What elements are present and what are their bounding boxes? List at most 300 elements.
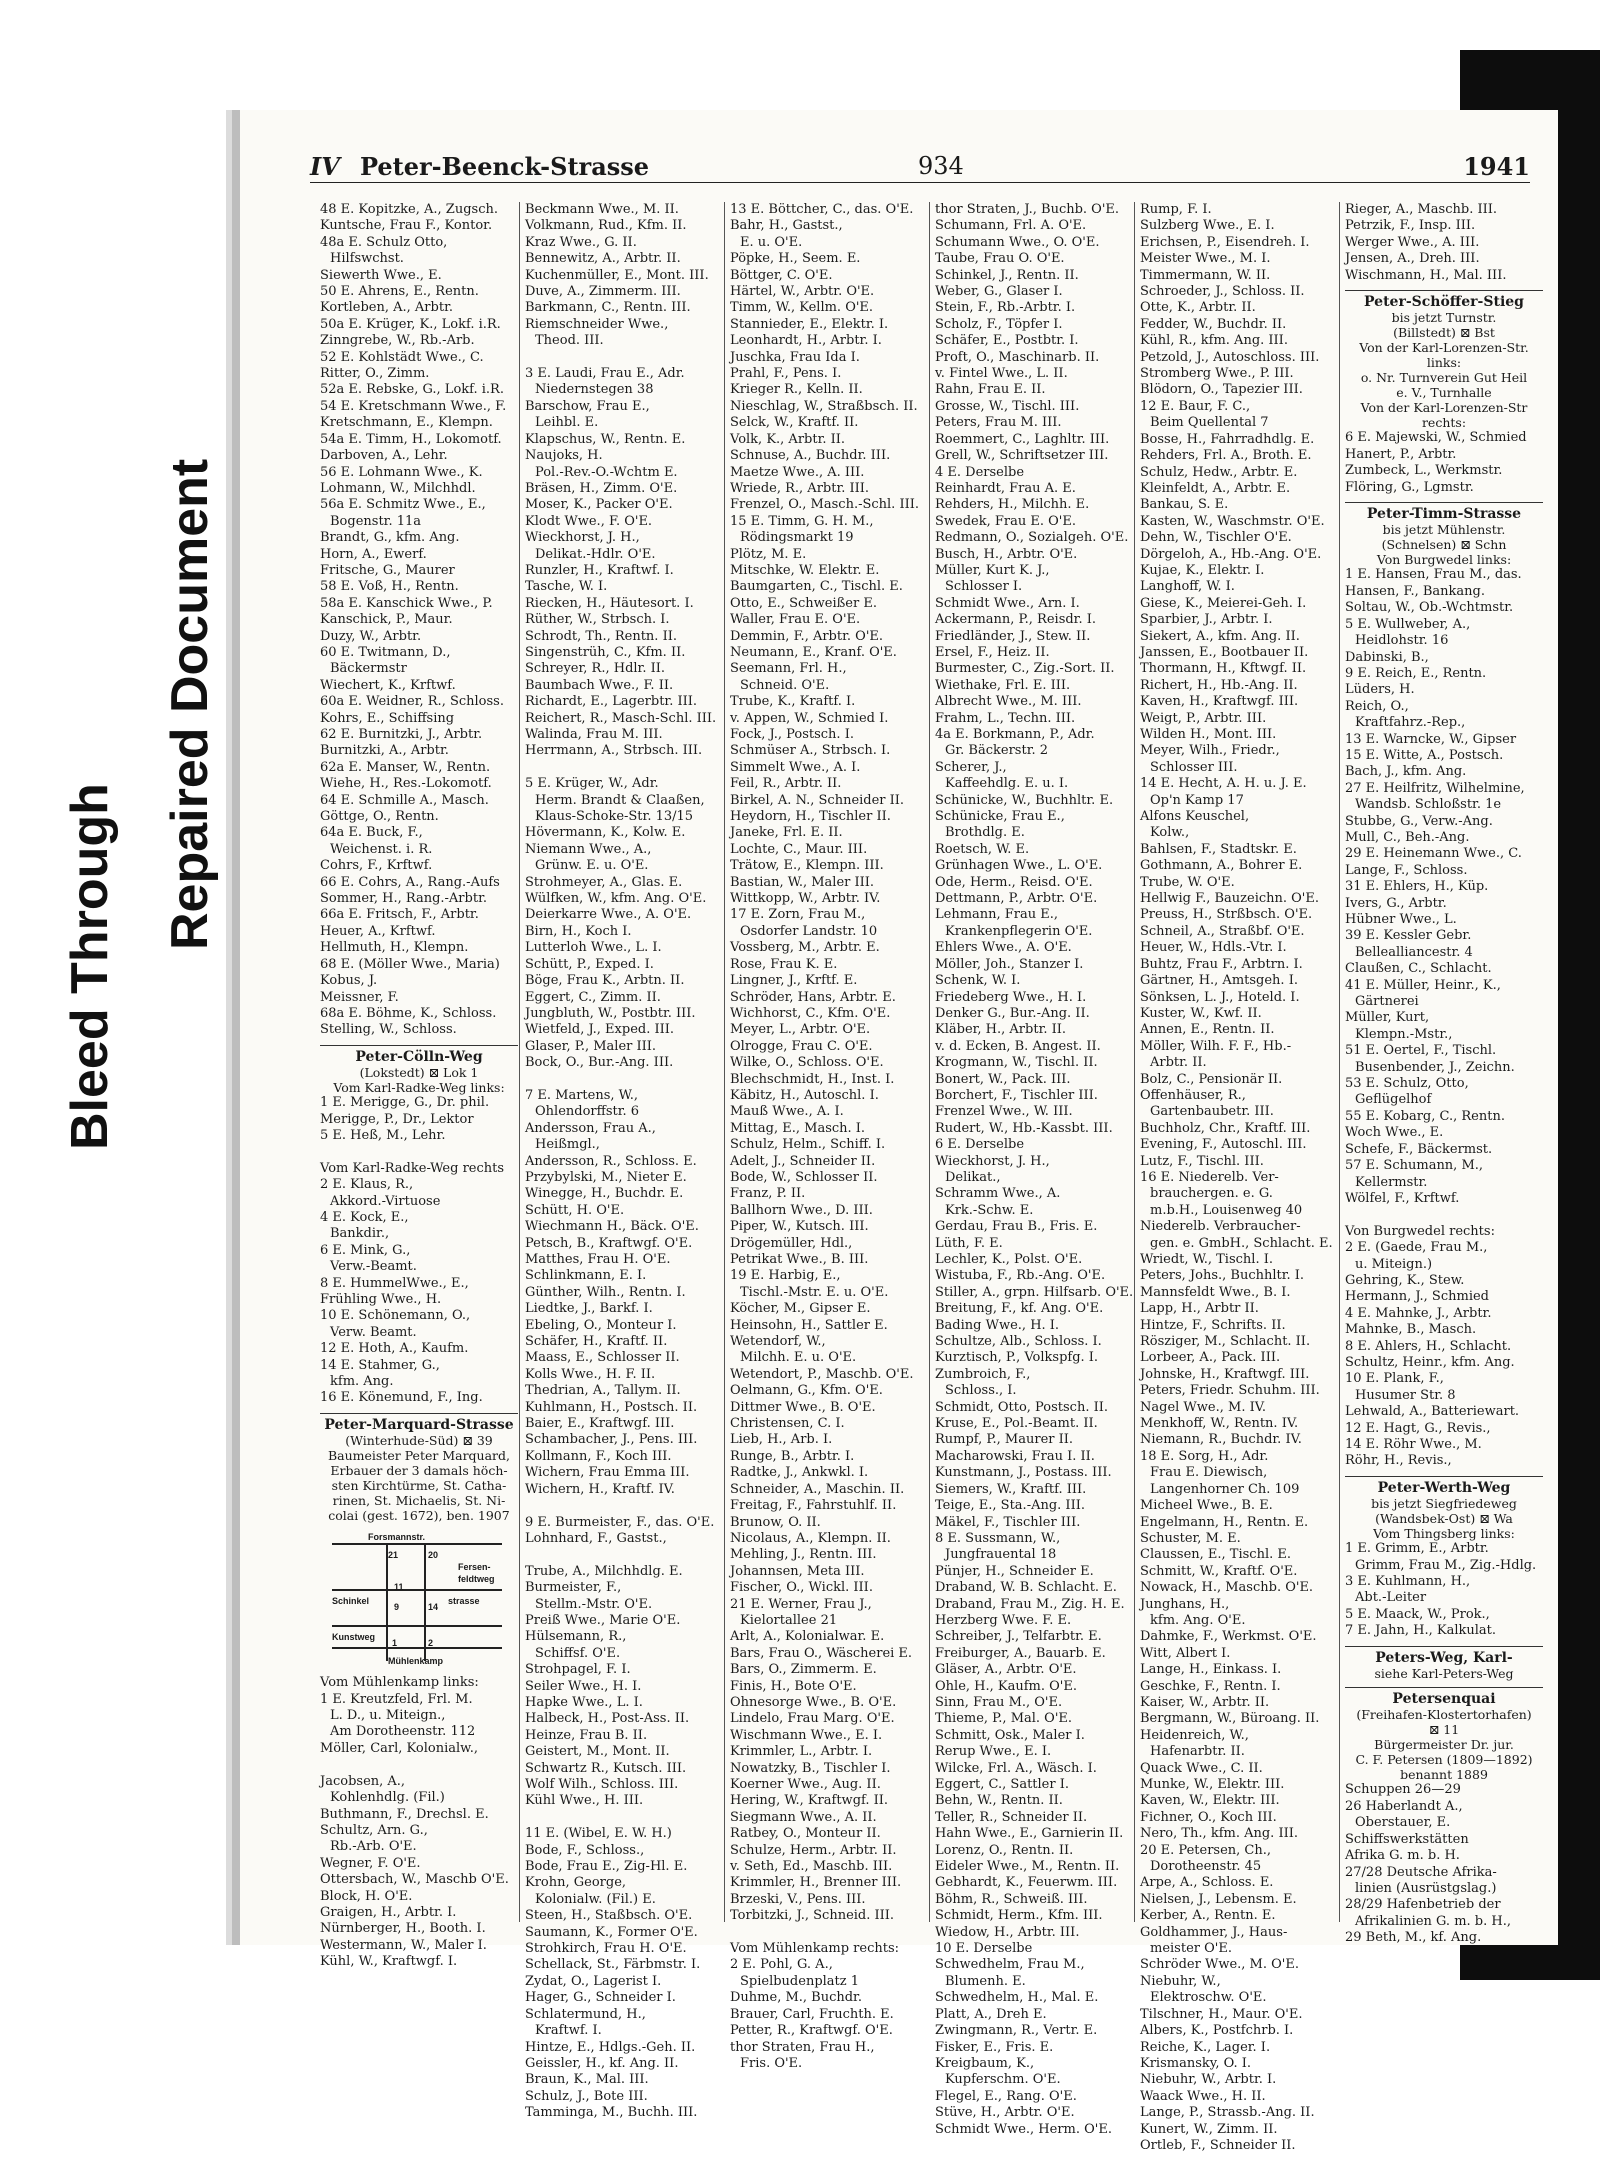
map-label: Schinkel [332, 1596, 370, 1607]
bleed-through-label: Bleed Through [61, 783, 119, 1150]
directory-entry: Schwartz R., Kutsch. III. [525, 1760, 687, 1776]
directory-entry-continued: Kolw., [1150, 825, 1190, 841]
directory-entry: 31 E. Ehlers, H., Küp. [1345, 879, 1489, 895]
directory-entry: Evening, F., Autoschl. III. [1140, 1137, 1307, 1153]
directory-entry: 27 E. Heilfritz, Wilhelmine, [1345, 780, 1525, 796]
directory-entry: Witt, Albert I. [1140, 1645, 1231, 1661]
directory-entry: 4 E. Derselbe [935, 464, 1025, 480]
directory-entry-continued: Delikat.-Hdlr. O'E. [535, 546, 656, 562]
directory-entry: Schultz, Heinr., kfm. Ang. [1345, 1354, 1515, 1370]
directory-entry: Hellwig F., Bauzeichn. O'E. [1140, 891, 1319, 907]
directory-entry: Krohn, George, [525, 1875, 627, 1891]
directory-entry: Teige, E., Sta.-Ang. III. [935, 1498, 1085, 1514]
directory-entry: Kreigbaum, K., [935, 2055, 1035, 2071]
directory-entry-continued: Bankdir., [330, 1226, 390, 1242]
directory-entry: Schwedhelm, H., Mal. E. [935, 1990, 1099, 2006]
directory-entry: Schröder, Hans, Arbtr. E. [730, 989, 896, 1005]
directory-entry: Dettmann, P., Arbtr. O'E. [935, 891, 1098, 907]
directory-entry: Hahn Wwe., E., Garnierin II. [935, 1826, 1124, 1842]
directory-entry: Stelling, W., Schloss. [320, 1022, 457, 1038]
directory-entry-continued: Op'n Kamp 17 [1150, 792, 1244, 808]
directory-entry: v. Seth, Ed., Maschb. III. [730, 1859, 893, 1875]
section-number: IV [310, 152, 340, 181]
street-note: Von Burgwedel links: [1376, 552, 1512, 568]
directory-entry: v. d. Ecken, B. Angest. II. [935, 1038, 1101, 1054]
directory-entry-continued: Schlosser I. [945, 579, 1023, 595]
directory-entry: 15 E. Timm, G. H. M., [730, 513, 874, 529]
directory-entry: Schellack, St., Färbmstr. I. [525, 1957, 701, 1973]
directory-entry: Schlinkmann, E. I. [525, 1268, 647, 1284]
directory-entry: Demmin, F., Arbtr. O'E. [730, 628, 884, 644]
directory-entry-continued: Fris. O'E. [740, 2055, 803, 2071]
directory-entry-continued: Krankenpflegerin O'E. [945, 923, 1093, 939]
directory-entry: Rahn, Frau E. II. [935, 382, 1046, 398]
directory-entry: Dehn, W., Tischler O'E. [1140, 530, 1292, 546]
directory-entry: Niemann, R., Buchdr. IV. [1140, 1432, 1302, 1448]
directory-entry: Zumbeck, L., Werkmstr. [1345, 463, 1503, 479]
directory-entry: Eggert, C., Zimm. II. [525, 989, 661, 1005]
directory-entry: Zydat, O., Lagerist I. [525, 1973, 662, 1989]
directory-entry: Brauer, Carl, Fruchth. E. [730, 2006, 894, 2022]
directory-entry: 8 E. Ahlers, H., Schlacht. [1345, 1338, 1512, 1354]
directory-entry: Maass, E., Schlosser II. [525, 1350, 680, 1366]
directory-entry: Günther, Wilh., Rentn. I. [525, 1284, 686, 1300]
directory-entry: Swedek, Frau E. O'E. [935, 513, 1076, 529]
directory-entry: Roemmert, C., Laghltr. III. [935, 431, 1110, 447]
directory-entry: Arpe, A., Schloss. E. [1140, 1875, 1274, 1891]
street-note: Vom Karl-Radke-Weg links: [333, 1080, 505, 1096]
directory-entry: Ehlers Wwe., A. O'E. [935, 940, 1072, 956]
directory-entry: Lüders, H. [1345, 682, 1415, 698]
directory-entry: Bosse, H., Fahrradhdlg. E. [1140, 431, 1315, 447]
directory-entry: Gebhardt, K., Feuerwm. III. [935, 1875, 1118, 1891]
directory-entry: Schröder Wwe., M. O'E. [1140, 1957, 1299, 1973]
map-label: 20 [428, 1550, 439, 1561]
column-6 [1345, 202, 1543, 1946]
directory-entry: Hellmuth, H., Klempn. [320, 940, 469, 956]
directory-entry: Wölfel, F., Krftwf. [1345, 1190, 1460, 1206]
directory-entry: Hübner Wwe., L. [1345, 912, 1457, 927]
map-label: strasse [448, 1596, 480, 1607]
directory-entry: Burmester, C., Zig.-Sort. II. [935, 661, 1115, 677]
directory-entry: Schulz, Hedw., Arbtr. E. [1140, 464, 1298, 480]
directory-entry-continued: Niedernstegen 38 [535, 382, 654, 398]
directory-entry: Eideler Wwe., M., Rentn. II. [935, 1859, 1120, 1875]
directory-entry: Otto, E., Schweißer E. [730, 595, 877, 611]
directory-entry-continued: Tischl.-Mstr. E. u. O'E. [740, 1284, 889, 1300]
directory-entry: Petter, R., Kraftwgf. O'E. [730, 2023, 893, 2039]
directory-entry: 6 E. Majewski, W., Schmied [1345, 430, 1527, 446]
directory-entry: Ersel, F., Heiz. II. [935, 644, 1050, 660]
directory-entry: 4 E. Mahnke, J., Arbtr. [1345, 1305, 1492, 1321]
directory-entry: Lehwald, A., Batteriewart. [1345, 1404, 1520, 1420]
directory-entry: Fritsche, G., Maurer [320, 562, 455, 578]
directory-entry: Leonhardt, H., Arbtr. I. [730, 333, 882, 349]
directory-entry-continued: E. u. O'E. [740, 234, 803, 250]
directory-entry: 62 E. Burnitzki, J., Arbtr. [320, 727, 483, 742]
directory-entry: 57 E. Schumann, M., [1345, 1158, 1484, 1174]
directory-entry: Buchholz, Chr., Kraftf. III. [1140, 1120, 1311, 1136]
directory-entry: Blechschmidt, H., Inst. I. [730, 1071, 895, 1087]
directory-entry: Strohpagel, F. I. [525, 1662, 631, 1678]
directory-entry-continued: Herm. Brandt & Claaßen, [535, 792, 705, 808]
directory-entry: Brunow, O. II. [730, 1514, 821, 1530]
directory-entry-continued: Hafenarbtr. II. [1150, 1744, 1245, 1760]
directory-entry: 14 E. Röhr Wwe., M. [1345, 1437, 1482, 1452]
directory-entry: 6 E. Mink, G., [320, 1242, 411, 1258]
directory-entry: Heuer, A., Krftwf. [320, 923, 436, 939]
directory-entry: Tilschner, H., Maur. O'E. [1140, 2006, 1303, 2022]
directory-entry: Stromberg Wwe., P. III. [1140, 366, 1294, 382]
directory-entry: Wetendort, P., Maschb. O'E. [730, 1366, 914, 1382]
directory-entry: Kollmann, F., Koch III. [525, 1448, 672, 1464]
map-label: Forsmannstr. [368, 1532, 426, 1543]
directory-entry: Freiburger, A., Bauarb. E. [935, 1645, 1106, 1661]
directory-entry: Rösziger, M., Schlacht. II. [1140, 1334, 1311, 1350]
street-note: o. Nr. Turnverein Gut Heil [1360, 370, 1528, 386]
directory-entry: Wegner, F. O'E. [320, 1855, 421, 1871]
directory-entry: Nieschlag, W., Straßbsch. II. [730, 398, 918, 414]
directory-entry: Erichsen, P., Eisendreh. I. [1140, 234, 1310, 250]
directory-entry: Borchert, F., Tischler III. [935, 1087, 1098, 1103]
directory-entry: Strohmeyer, A., Glas. E. [525, 874, 683, 890]
directory-entry: Bock, O., Bur.-Ang. III. [525, 1055, 674, 1071]
directory-entry: Niebuhr, W., Arbtr. I. [1140, 2072, 1277, 2088]
directory-entry: Möller, Joh., Stanzer I. [935, 956, 1084, 972]
directory-entry: Ohnesorge Wwe., B. O'E. [730, 1694, 897, 1710]
street-note: sten Kirchtürme, St. Catha- [331, 1478, 507, 1494]
directory-entry: Wetendorf, W., [730, 1334, 826, 1350]
directory-entry: 4a E. Borkmann, P., Adr. [935, 727, 1095, 742]
directory-entry: Ballhorn Wwe., D. III. [730, 1202, 873, 1218]
directory-entry: Thormann, H., Kftwgf. II. [1140, 661, 1307, 677]
directory-entry: Christensen, C. I. [730, 1416, 845, 1432]
directory-entry: Quack Wwe., C. II. [1140, 1760, 1263, 1776]
directory-entry: Kuchenmüller, E., Mont. III. [525, 267, 709, 283]
directory-entry: Bode, F., Schloss., [525, 1842, 645, 1858]
directory-entry: Afrika G. m. b. H. [1345, 1848, 1460, 1864]
directory-entry: 68a E. Böhme, K., Schloss. [320, 1005, 497, 1021]
directory-entry-continued: Afrikalinien G. m. b. H., [1355, 1913, 1511, 1929]
directory-entry-continued: Rb.-Arb. O'E. [330, 1839, 417, 1855]
directory-entry: Barkmann, C., Rentn. III. [525, 300, 691, 316]
street-note: colai (gest. 1672), ben. 1907 [328, 1508, 510, 1524]
directory-entry-continued: Kraftfahrz.-Rep., [1355, 715, 1466, 731]
directory-entry [730, 1925, 928, 1941]
directory-entry: Siekert, A., kfm. Ang. II. [1140, 628, 1300, 644]
directory-entry-continued: m.b.H., Louisenweg 40 [1150, 1202, 1303, 1218]
directory-entry: Trube, A., Milchhdlg. E. [525, 1563, 683, 1579]
directory-entry-continued: Elektroschw. O'E. [1150, 1990, 1267, 2006]
directory-entry: Kohrs, E., Schiffsing [320, 710, 455, 726]
directory-entry [525, 1072, 723, 1088]
directory-entry: Lingner, J., Krftf. E. [730, 973, 858, 989]
directory-entry: Walinda, Frau M. III. [525, 727, 663, 742]
directory-entry: Thieme, P., Mal. O'E. [935, 1711, 1073, 1727]
directory-entry: 2 E. (Gaede, Frau M., [1345, 1240, 1488, 1256]
directory-entry-continued: Hilfswchst. [330, 251, 404, 267]
map-road [332, 1589, 502, 1591]
directory-entry: Schuppen 26—29 [1345, 1782, 1461, 1798]
directory-entry: Buthmann, F., Drechsl. E. [320, 1806, 489, 1822]
directory-entry-continued: L. D., u. Miteign., [330, 1708, 446, 1724]
directory-entry: Nicolaus, A., Klempn. II. [730, 1530, 891, 1546]
directory-entry: Denker G., Bur.-Ang. II. [935, 1005, 1090, 1021]
directory-entry: Böhm, R., Schweiß. III. [935, 1891, 1088, 1907]
directory-entry: Niederelb. Verbraucher- [1140, 1219, 1301, 1235]
directory-entry: Kläber, H., Arbtr. II. [935, 1022, 1067, 1038]
street-note: (Billstedt) ⊠ Bst [1393, 325, 1495, 341]
directory-entry: Lapp, H., Arbtr II. [1140, 1301, 1259, 1317]
directory-entry: Siemers, W., Kraftf. III. [935, 1481, 1087, 1497]
directory-entry: Dittmer Wwe., B. O'E. [730, 1399, 876, 1415]
directory-entry: Prahl, F., Pens. I. [730, 366, 842, 382]
directory-entry: 9 E. Reich, E., Rentn. [1345, 665, 1487, 681]
directory-entry-continued: Rödingsmarkt 19 [740, 530, 854, 546]
map-label: 21 [388, 1550, 399, 1561]
directory-entry-continued: Osdorfer Landstr. 10 [740, 923, 878, 939]
street-note: bis jetzt Siegfriedeweg [1371, 1496, 1517, 1512]
directory-entry: Vossberg, M., Arbtr. E. [730, 940, 880, 956]
directory-entry: Stannieder, E., Elektr. I. [730, 316, 889, 332]
directory-entry: Richert, H., Hb.-Ang. II. [1140, 677, 1298, 693]
directory-entry: Frahm, L., Techn. III. [935, 710, 1076, 726]
street-note: (Lokstedt) ⊠ Lok 1 [359, 1065, 479, 1081]
directory-entry-continued: Beim Quellental 7 [1150, 415, 1269, 431]
directory-entry: Fichner, O., Koch III. [1140, 1809, 1277, 1825]
directory-entry: Pünjer, H., Schneider E. [935, 1563, 1094, 1579]
directory-entry: Schmitt, Osk., Maler I. [935, 1727, 1085, 1743]
directory-entry: Herzberg Wwe. F. E. [935, 1612, 1072, 1628]
directory-entry: Rehders, H., Milchh. E. [935, 497, 1090, 513]
street-note: ⊠ 11 [1428, 1722, 1460, 1738]
directory-entry-continued: Grünw. E. u. O'E. [535, 858, 649, 874]
directory-entry: Köcher, M., Gipser E. [730, 1301, 871, 1317]
directory-entry: Przybylski, M., Nieter E. [525, 1169, 687, 1185]
directory-entry: Pöpke, H., Seem. E. [730, 251, 861, 267]
directory-entry: Peters, Johs., Buchhltr. I. [1140, 1268, 1305, 1284]
directory-entry: Wriede, R., Arbtr. III. [730, 480, 870, 496]
directory-entry: v. Appen, W., Schmied I. [730, 710, 889, 726]
directory-entry: Nagel Wwe., M. IV. [1140, 1399, 1266, 1415]
directory-entry: Grosse, W., Tischl. III. [935, 398, 1080, 414]
directory-entry: Kretschmann, E., Klempn. [320, 415, 493, 431]
directory-entry: Wittkopp, W., Arbtr. IV. [730, 891, 881, 907]
directory-entry: Engelmann, H., Rentn. E. [1140, 1514, 1309, 1530]
directory-entry-continued: meister O'E. [1150, 1941, 1232, 1957]
directory-entry: Block, H. O'E. [320, 1888, 413, 1904]
directory-entry: Mauß Wwe., A. I. [730, 1104, 844, 1120]
directory-entry: 5 E. Krüger, W., Adr. [525, 776, 659, 792]
directory-entry: Frühling Wwe., H. [320, 1292, 442, 1307]
directory-entry: 20 E. Petersen, Ch., [1140, 1842, 1272, 1858]
directory-entry: Bahlsen, F., Stadtskr. E. [1140, 841, 1297, 857]
directory-entry: Braun, K., Mal. III. [525, 2072, 649, 2088]
repaired-document-label: Repaired Document [161, 458, 219, 950]
directory-entry-continued: Husumer Str. 8 [1355, 1387, 1456, 1403]
directory-entry: Rumpf, P., Maurer II. [935, 1432, 1074, 1448]
directory-entry: Schünicke, Frau E., [935, 809, 1065, 825]
directory-entry: Kobus, J. [320, 973, 378, 989]
directory-entry: Roetsch, W. E. [935, 841, 1030, 857]
directory-entry: Böge, Frau K., Arbtn. II. [525, 973, 685, 989]
directory-entry: Meyer, L., Arbtr. O'E. [730, 1022, 871, 1038]
directory-entry: Birn, H., Koch I. [525, 923, 632, 939]
directory-entry: Claußen, C., Schlacht. [1345, 961, 1492, 977]
directory-entry: Nero, Th., kfm. Ang. III. [1140, 1826, 1298, 1842]
directory-entry: 14 E. Stahmer, G., [320, 1357, 440, 1373]
directory-entry-continued: Bellealliancestr. 4 [1355, 944, 1473, 960]
directory-entry: Wilke, O., Schloss. O'E. [730, 1055, 884, 1071]
page-header [310, 152, 1530, 183]
directory-entry-continued: Kellermstr. [1355, 1174, 1428, 1190]
directory-entry: Brandt, G., kfm. Ang. [320, 530, 460, 546]
directory-entry: Janssen, E., Bootbauer II. [1140, 644, 1309, 660]
directory-entry-continued: Kupferschm. O'E. [945, 2072, 1061, 2088]
directory-entry: Franz, P. II. [730, 1186, 806, 1202]
directory-entry: Weber, G., Glaser I. [935, 284, 1063, 300]
directory-entry: Nowack, H., Maschb. O'E. [1140, 1580, 1314, 1596]
directory-entry: Wichhorst, C., Kfm. O'E. [730, 1005, 891, 1021]
directory-entry: Deierkarre Wwe., A. O'E. [525, 907, 692, 923]
directory-entry: Seemann, Frl. H., [730, 661, 847, 677]
directory-entry: Moser, K., Packer O'E. [525, 497, 673, 513]
directory-entry: Hapke Wwe., L. I. [525, 1694, 643, 1710]
directory-entry-continued: Theod. III. [535, 333, 604, 349]
directory-entry: Grell, W., Schriftsetzer III. [935, 448, 1109, 464]
directory-entry: Mannsfeldt Wwe., B. I. [1140, 1284, 1291, 1300]
directory-entry: Petsch, B., Kraftwgf. O'E. [525, 1235, 693, 1251]
directory-entry: Müller, Kurt, [1345, 1010, 1430, 1026]
street-note: rechts: [1421, 415, 1467, 431]
directory-entry: 2 E. Klaus, R., [320, 1177, 414, 1193]
directory-entry: 16 E. Könemund, F., Ing. [320, 1390, 483, 1406]
directory-entry-continued: Abt.-Leiter [1355, 1590, 1427, 1606]
directory-entry: Wiechmann H., Bäck. O'E. [525, 1219, 699, 1235]
directory-entry: Wilden H., Mont. III. [1140, 727, 1277, 742]
directory-entry: Kurztisch, P., Volkspfg. I. [935, 1350, 1099, 1366]
directory-entry: Selck, W., Kraftf. II. [730, 415, 859, 431]
directory-entry-continued: Verw. Beamt. [330, 1324, 417, 1340]
street-note: Von der Karl-Lorenzen-Str [1360, 400, 1528, 416]
directory-entry-continued: Gr. Bäckerstr. 2 [945, 743, 1049, 759]
street-note: Bürgermeister Dr. jur. [1374, 1737, 1514, 1753]
directory-entry-continued: u. Miteign.) [1355, 1256, 1433, 1272]
directory-entry: Ottersbach, W., Maschb O'E. [320, 1872, 509, 1888]
directory-entry: 12 E. Hagt, G., Revis., [1345, 1420, 1491, 1436]
directory-entry: Busch, H., Arbtr. O'E. [935, 546, 1078, 562]
directory-entry: 51 E. Oertel, F., Tischl. [1345, 1043, 1497, 1059]
directory-entry: Krieger R., Kelln. II. [730, 382, 863, 398]
directory-entry: Gothmann, A., Bohrer E. [1140, 858, 1303, 874]
directory-entry: Schenk, W. I. [935, 973, 1021, 989]
directory-entry: Plötz, M. E. [730, 546, 807, 562]
directory-entry: Maetze Wwe., A. III. [730, 464, 865, 480]
directory-entry: 55 E. Kobarg, C., Rentn. [1345, 1108, 1505, 1124]
street-note: Erbauer der 3 damals höch- [330, 1463, 508, 1479]
directory-entry: Richardt, E., Lagerbtr. III. [525, 694, 698, 710]
directory-entry: Möller, Carl, Kolonialw., [320, 1740, 478, 1756]
directory-entry-continued: Ohlendorffstr. 6 [535, 1104, 640, 1120]
directory-entry-continued: Heißmgl., [535, 1137, 600, 1153]
directory-entry: Bars, O., Zimmerm. E. [730, 1662, 877, 1678]
directory-entry: Scherer, J., [935, 759, 1007, 775]
directory-entry: Fedder, W., Buchdr. II. [1140, 316, 1287, 332]
directory-entry: Andersson, Frau A., [525, 1120, 656, 1136]
directory-entry: Kuhlmann, H., Postsch. II. [525, 1399, 698, 1415]
street-heading: Peter-Cölln-Weg [320, 1045, 518, 1065]
directory-entry: Schmitt, W., Kraftf. O'E. [1140, 1563, 1298, 1579]
directory-entry-continued: Kolonialw. (Fil.) E. [535, 1891, 656, 1907]
column-3 [730, 202, 928, 2071]
directory-entry: Schefe, F., Bäckermst. [1345, 1141, 1493, 1157]
directory-entry: 2 E. Pohl, G. A., [730, 1957, 833, 1973]
map-label: 1 [392, 1638, 398, 1649]
directory-entry: Langhoff, W. I. [1140, 579, 1235, 595]
directory-entry: 29 E. Heinemann Wwe., C. [1345, 846, 1522, 862]
directory-entry-continued: Verw.-Beamt. [330, 1259, 417, 1275]
directory-entry: Nielsen, J., Lebensm. E. [1140, 1891, 1297, 1907]
directory-entry: 64a E. Buck, F., [320, 825, 423, 841]
directory-entry: Freitag, F., Fahrstuhlf. II. [730, 1498, 897, 1514]
directory-entry: Bennewitz, A., Arbtr. II. [525, 251, 681, 267]
map-label: Mühlenkamp [388, 1656, 444, 1667]
directory-entry: Mäkel, F., Tischler III. [935, 1514, 1081, 1530]
directory-entry: Sulzberg Wwe., E. I. [1140, 218, 1275, 234]
directory-columns [320, 202, 1540, 2153]
map-label: 11 [394, 1582, 404, 1593]
directory-entry: Wistuba, F., Rb.-Ang. O'E. [935, 1268, 1106, 1284]
map-label: Kunstweg [332, 1632, 376, 1643]
directory-entry: 39 E. Kessler Gebr. [1345, 928, 1472, 944]
directory-entry: Eggert, C., Sattler I. [935, 1777, 1069, 1792]
directory-entry: Wichern, H., Kraftf. IV. [525, 1481, 675, 1497]
directory-entry: Radtke, J., Ankwkl. I. [730, 1465, 869, 1481]
directory-entry: 56 E. Lohmann Wwe., K. [320, 464, 483, 480]
directory-entry: Bastian, W., Maler III. [730, 874, 875, 890]
directory-entry: 19 E. Harbig, E., [730, 1268, 841, 1284]
directory-entry: Petrikat Wwe., B. III. [730, 1252, 869, 1267]
directory-entry: Schinkel, J., Rentn. II. [935, 267, 1079, 283]
directory-entry: 8 E. HummelWwe., E., [320, 1275, 469, 1291]
directory-entry: Kleinfeldt, A., Arbtr. E. [1140, 480, 1291, 496]
directory-entry: Arlt, A., Kolonialwar. E. [730, 1629, 885, 1645]
directory-entry-continued: Schneid. O'E. [740, 677, 830, 693]
directory-entry: Janeke, Frl. E. II. [730, 825, 843, 841]
directory-entry: Teller, R., Schneider II. [935, 1809, 1088, 1825]
directory-entry: Simmelt Wwe., A. I. [730, 759, 861, 775]
directory-entry: Fisker, E., Fris. E. [935, 2039, 1054, 2055]
directory-entry: Dahmke, F., Werkmst. O'E. [1140, 1629, 1317, 1645]
directory-entry: Grünhagen Wwe., L. O'E. [935, 858, 1103, 874]
street-heading: Peter-Schöffer-Stieg [1345, 290, 1543, 310]
directory-entry: Sinn, Frau M., O'E. [935, 1694, 1063, 1710]
directory-entry: Beckmann Wwe., M. II. [525, 202, 679, 217]
directory-entry: Woch Wwe., E. [1345, 1125, 1444, 1141]
directory-entry: Draband, Frau M., Zig. H. E. [935, 1596, 1125, 1612]
directory-entry: Westermann, W., Maler I. [320, 1937, 487, 1953]
directory-entry: 12 E. Baur, F. C., [1140, 398, 1251, 414]
directory-entry: Bading Wwe., H. I. [935, 1317, 1060, 1333]
directory-entry: Oelmann, G., Kfm. O'E. [730, 1383, 883, 1399]
directory-entry: Petzold, J., Autoschloss. III. [1140, 349, 1320, 365]
directory-entry: Heinze, Frau B. II. [525, 1727, 648, 1743]
directory-entry: Kaven, H., Kraftwgf. III. [1140, 694, 1299, 710]
directory-entry: Rieger, A., Maschb. III. [1345, 202, 1498, 217]
directory-entry: Stüve, H., Arbtr. O'E. [935, 2105, 1075, 2121]
directory-entry: Jacobsen, A., [320, 1773, 406, 1789]
directory-entry: Sparbier, J., Arbtr. I. [1140, 612, 1273, 628]
